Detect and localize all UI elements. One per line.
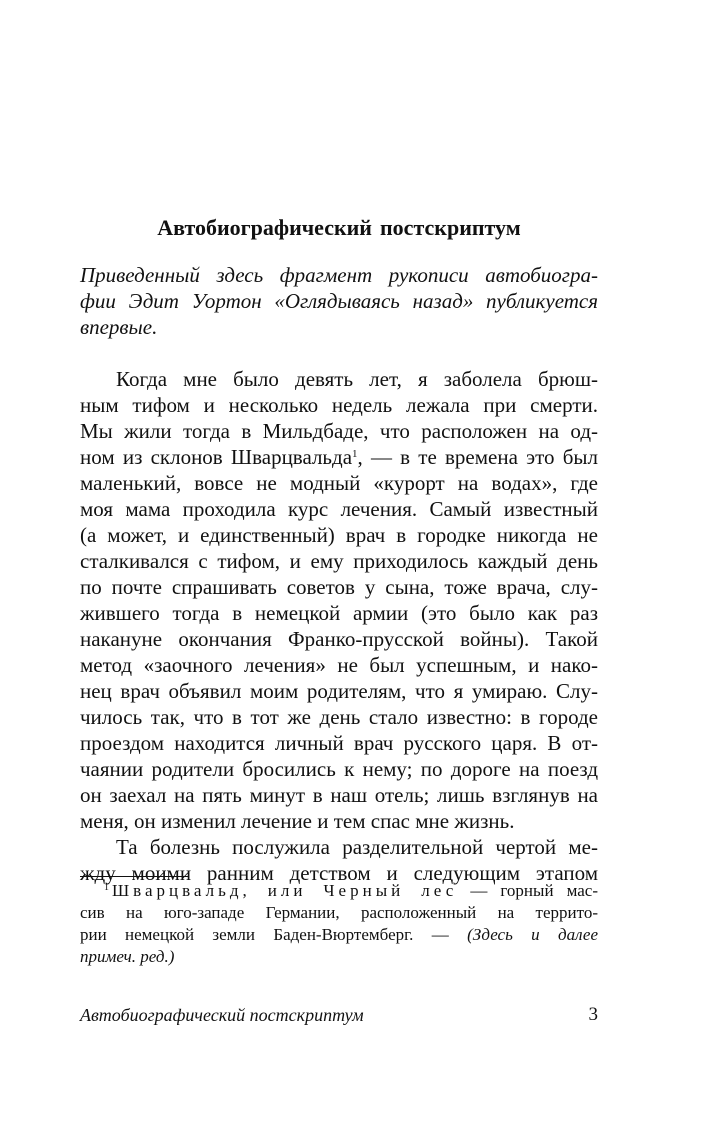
footnote-line-tail: — горный мас- [457, 881, 598, 900]
footnote [80, 880, 598, 968]
intro-line: впервые. [80, 315, 158, 339]
intro-line: фии Эдит Уортон «Оглядываясь назад» публикуется [80, 289, 598, 313]
body-line: (а может, и единственный) врач в городке никогда не [80, 523, 598, 547]
chapter-title [80, 214, 598, 242]
body-line: Мы жили тогда в Мильдбаде, что расположен на од- [80, 419, 598, 443]
body-text [80, 366, 598, 886]
chapter-title-word-1: Автобиографический [157, 215, 372, 240]
body-line: жду моими ранним детством и следующим этапом [80, 861, 598, 885]
body-line: маленький, вовсе не модный «курорт на водах», где [80, 471, 598, 495]
body-line: сталкивался с тифом, и ему приходилось каждый день [80, 549, 598, 573]
body-line: по почте спрашивать советов у сына, тоже врача, слу- [80, 575, 598, 599]
footnote-editor-note: (Здесь и далее [467, 925, 598, 944]
body-line-with-footnote [80, 444, 598, 470]
page-number: 3 [588, 1004, 598, 1025]
footnote-indent [80, 881, 104, 900]
body-line: моя мама проходила курс лечения. Самый известный [80, 497, 598, 521]
body-line: нец врач объявил моим родителям, что я умираю. Слу- [80, 679, 598, 703]
footnote-editor-note-end: примеч. ред.) [80, 947, 175, 966]
body-line: метод «заочного лечения» не был успешным, и нако- [80, 653, 598, 677]
body-line: чаянии родители бросились к нему; по дороге на поезд [80, 757, 598, 781]
body-line: Когда мне было девять лет, я заболела брюш- [116, 367, 598, 391]
footnote-reference: 1 [352, 448, 358, 460]
body-line: чилось так, что в тот же день стало известно: в городе [80, 705, 598, 729]
body-line-head: ном из склонов Шварцвальда [80, 445, 353, 469]
body-line: Та болезнь послужила разделительной чертой ме- [116, 835, 598, 859]
book-page [80, 0, 598, 1122]
body-line: меня, он изменил лечение и тем спас мне жизнь. [80, 809, 515, 833]
body-line: накануне окончания Франко-прусской войны). Такой [80, 627, 598, 651]
body-line: проездом находится личный врач русского царя. В от- [80, 731, 598, 755]
body-line: жившего тогда в немецкой армии (это было как раз [80, 601, 598, 625]
body-line-tail: , — в те времена это был [357, 445, 598, 469]
editorial-intro [80, 262, 598, 340]
body-line: он заехал на пять минут в наш отель; лишь взглянув на [80, 783, 598, 807]
footnote-divider [80, 876, 188, 877]
footnote-line-plain: рии немецкой земли Баден-Вюртемберг. — [80, 925, 468, 944]
footnote-line: сив на юго-западе Германии, расположенный на террито- [80, 903, 598, 922]
footnote-term: Шварцвальд, или Черный лес [112, 881, 458, 900]
footnote-number: 1 [104, 882, 109, 893]
running-footer-title: Автобиографический постскриптум [80, 1005, 364, 1025]
body-line: ным тифом и несколько недель лежала при смерти. [80, 393, 598, 417]
intro-line: Приведенный здесь фрагмент рукописи автобиогра- [80, 263, 598, 287]
chapter-title-word-2: постскриптум [380, 215, 521, 240]
footnote-line [80, 924, 598, 946]
footnote-line [80, 880, 598, 902]
